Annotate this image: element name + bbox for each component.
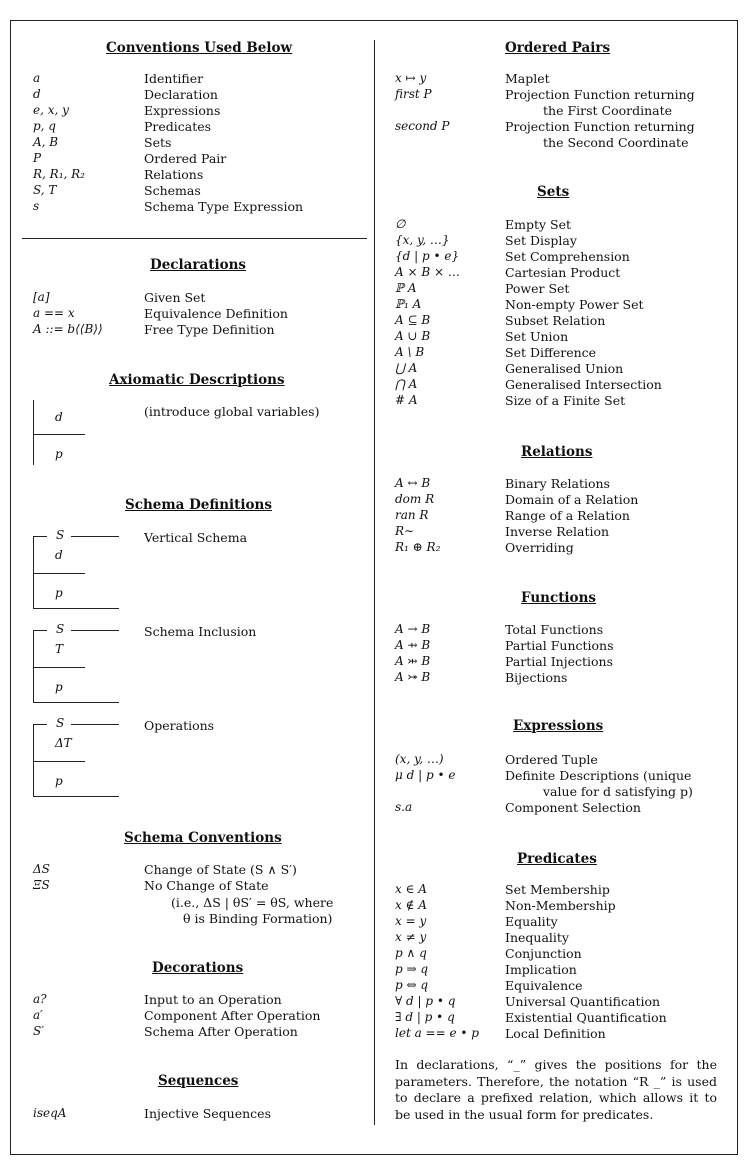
function-desc: Total Functions [505,622,604,637]
schema-pred: p [55,586,63,600]
sequence-sym: iseqA [33,1106,67,1120]
schema-body: d [55,548,63,562]
schema-body: ΔT [55,736,72,750]
heading-decorations: Decorations [152,960,244,976]
set-desc: Subset Relation [505,313,606,328]
set-desc: Generalised Intersection [505,377,662,392]
convention-desc: Sets [144,135,172,150]
set-sym: {d | p • e} [395,249,460,263]
predicate-sym: x ∈ A [395,882,427,896]
ordered-pair-sym: second P [395,119,450,133]
relation-desc: Binary Relations [505,476,610,491]
decoration-sym: S′ [33,1024,44,1038]
desc-xi-s: No Change of State [144,878,269,893]
predicate-sym: let a == e • p [395,1026,479,1040]
set-desc: Set Comprehension [505,249,630,264]
heading-declarations: Declarations [150,257,247,273]
convention-desc: Expressions [144,103,221,118]
declarations-note: In declarations, “_” gives the positions for the parameters. Therefore, the notation “R _” is used to declare a prefixed relation, which allows it to be used in the usual form for predicates. [395,1057,717,1122]
set-desc: Empty Set [505,217,572,232]
predicate-sym: p ∧ q [395,946,427,960]
set-sym: A \ B [395,345,425,359]
relation-desc: Inverse Relation [505,524,610,539]
declaration-sym: a == x [33,306,75,320]
set-sym: ∅ [395,217,406,231]
predicate-sym: ∀ d | p • q [395,994,456,1008]
decoration-sym: a? [33,992,47,1006]
heading-conventions: Conventions Used Below [106,40,293,56]
expression-sym: s.a [395,800,413,814]
convention-desc: Identifier [144,71,204,86]
ordered-pair-desc: Projection Function returning [505,87,695,102]
decoration-sym: a′ [33,1008,43,1022]
relation-desc: Range of a Relation [505,508,630,523]
declaration-desc: Given Set [144,290,206,305]
function-sym: A ⤖ B [395,670,431,684]
relation-desc: Overriding [505,540,574,555]
function-sym: A ⤔ B [395,654,431,668]
decoration-desc: Input to an Operation [144,992,282,1007]
relation-sym: ran R [395,508,429,522]
ordered-pair-sym: first P [395,87,432,101]
set-sym: A × B × … [395,265,460,279]
expression-sym: μ d | p • e [395,768,456,782]
set-sym: ⋃ A [395,361,418,375]
convention-sym: d [33,87,41,101]
heading-relations: Relations [521,444,593,460]
set-sym: A ⊆ B [395,313,431,327]
predicate-desc: Implication [505,962,577,977]
predicate-sym: x ≠ y [395,930,427,944]
set-sym: A ∪ B [395,329,431,343]
function-sym: A ⇸ B [395,638,431,652]
function-desc: Bijections [505,670,568,685]
declaration-desc: Free Type Definition [144,322,275,337]
convention-desc: Ordered Pair [144,151,227,166]
heading-predicates: Predicates [517,851,597,867]
expression-desc: Ordered Tuple [505,752,598,767]
set-sym: {x, y, …} [395,233,450,247]
function-desc: Partial Injections [505,654,613,669]
ordered-pair-desc-cont: the First Coordinate [543,103,673,118]
axiomatic-desc: (introduce global variables) [144,404,320,419]
ordered-pair-sym: x ↦ y [395,71,427,85]
ordered-pair-desc-cont: the Second Coordinate [543,135,689,150]
set-desc: Set Union [505,329,569,344]
convention-desc: Schema Type Expression [144,199,304,214]
predicate-desc: Local Definition [505,1026,606,1041]
schema-name: S [56,716,65,730]
axiomatic-decl: d [55,410,63,424]
relation-sym: dom R [395,492,435,506]
heading-ordered-pairs: Ordered Pairs [505,40,611,56]
predicate-desc: Non-Membership [505,898,616,913]
function-desc: Partial Functions [505,638,614,653]
convention-sym: R, R₁, R₂ [33,167,85,181]
convention-sym: S, T [33,183,57,197]
convention-sym: a [33,71,41,85]
heading-sets: Sets [537,184,570,200]
predicate-desc: Equivalence [505,978,583,993]
schema-desc: Schema Inclusion [144,624,257,639]
axiomatic-pred: p [55,447,63,461]
convention-desc: Relations [144,167,204,182]
declaration-sym: A ::= b⟨⟨B⟩⟩ [33,322,103,336]
heading-schema-conventions: Schema Conventions [124,830,282,846]
decoration-desc: Schema After Operation [144,1024,298,1039]
predicate-sym: ∃ d | p • q [395,1010,455,1024]
convention-desc: Predicates [144,119,212,134]
heading-schema-definitions: Schema Definitions [125,497,272,513]
schema-desc: Vertical Schema [144,530,248,545]
heading-expressions: Expressions [513,718,604,734]
schema-pred: p [55,774,63,788]
convention-sym: P [33,151,42,165]
relation-sym: R₁ ⊕ R₂ [395,540,441,554]
declaration-sym: [a] [33,290,50,304]
heading-functions: Functions [521,590,596,606]
convention-desc: Declaration [144,87,218,102]
convention-sym: A, B [33,135,59,149]
predicate-sym: p ⇒ q [395,962,429,976]
schema-body: T [55,642,64,656]
sequence-desc: Injective Sequences [144,1106,271,1121]
sym-xi-s: ΞS [33,878,50,892]
expression-desc: Component Selection [505,800,641,815]
set-sym: ℙ₁ A [395,297,422,311]
predicate-desc: Universal Quantification [505,994,661,1009]
set-desc: Set Display [505,233,577,248]
function-sym: A → B [395,622,431,636]
predicate-desc: Set Membership [505,882,610,897]
convention-sym: e, x, y [33,103,69,117]
expression-sym: (x, y, …) [395,752,444,766]
schema-desc: Operations [144,718,215,733]
predicate-desc: Existential Quantification [505,1010,667,1025]
predicate-desc: Inequality [505,930,569,945]
convention-sym: p, q [33,119,56,133]
set-desc: Generalised Union [505,361,624,376]
schema-pred: p [55,680,63,694]
ordered-pair-desc: Maplet [505,71,550,86]
set-desc: Cartesian Product [505,265,621,280]
desc-delta-s: Change of State (S ∧ S′) [144,862,297,877]
relation-sym: R∼ [395,524,415,538]
set-sym: ℙ A [395,281,417,295]
predicate-sym: x ∉ A [395,898,427,912]
predicate-desc: Conjunction [505,946,582,961]
predicate-desc: Equality [505,914,558,929]
schema-name: S [56,528,65,542]
heading-sequences: Sequences [158,1073,239,1089]
decoration-desc: Component After Operation [144,1008,321,1023]
column-divider [374,40,375,1125]
set-desc: Set Difference [505,345,597,360]
convention-sym: s [33,199,40,213]
schema-conv-note-2: θ is Binding Formation) [183,911,333,926]
section-divider [22,238,367,239]
expression-desc-cont: value for d satisfying p) [543,784,693,799]
relation-sym: A ↔ B [395,476,431,490]
predicate-sym: p ⇔ q [395,978,429,992]
convention-desc: Schemas [144,183,201,198]
ordered-pair-desc: Projection Function returning [505,119,695,134]
set-desc: Size of a Finite Set [505,393,626,408]
predicate-sym: x = y [395,914,427,928]
set-desc: Power Set [505,281,570,296]
declaration-desc: Equivalence Definition [144,306,288,321]
schema-name: S [56,622,65,636]
set-sym: ⋂ A [395,377,418,391]
expression-desc: Definite Descriptions (unique [505,768,692,783]
schema-conv-note-1: (i.e., ΔS | θS′ = θS, where [171,895,334,910]
set-sym: # A [395,393,418,407]
sym-delta-s: ΔS [33,862,50,876]
set-desc: Non-empty Power Set [505,297,644,312]
heading-axiomatic: Axiomatic Descriptions [109,372,285,388]
relation-desc: Domain of a Relation [505,492,639,507]
